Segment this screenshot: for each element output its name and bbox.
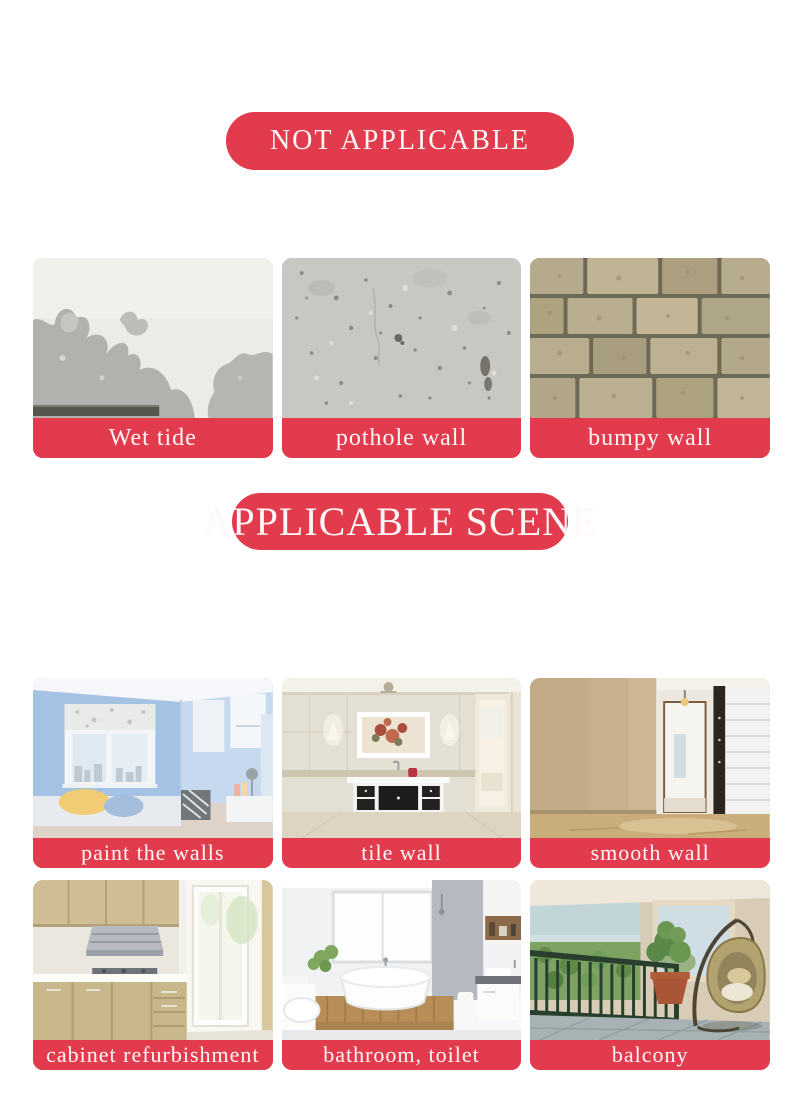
tile-wall-label: tile wall [282, 838, 522, 868]
smooth-wall-label: smooth wall [530, 838, 770, 868]
kitchen-cabinets-illustration [33, 880, 273, 1040]
bathroom-toilet-label: bathroom, toilet [282, 1040, 522, 1070]
card-wet-tide [33, 258, 273, 458]
not-applicable-badge-label: NOT APPLICABLE [269, 125, 531, 156]
cabinet-refurbishment-label: cabinet refurbishment [33, 1040, 273, 1070]
bathroom-illustration [282, 880, 522, 1040]
paint-the-walls-label: paint the walls [33, 838, 273, 868]
bumpy-wall-photo [530, 258, 770, 418]
card-bumpy-wall [530, 258, 770, 458]
balcony-label: balcony [530, 1040, 770, 1070]
painted-bedroom-photo [33, 678, 273, 838]
tiled-room-illustration [282, 678, 522, 838]
bumpy-wall-illustration [530, 258, 770, 418]
pothole-wall-illustration [282, 258, 522, 418]
wet-tide-illustration [33, 258, 273, 418]
applicable-scene-badge [202, 493, 598, 550]
not-applicable-badge [226, 112, 574, 170]
card-paint-the-walls [33, 678, 273, 868]
painted-bedroom-illustration [33, 678, 273, 838]
wet-tide-label: Wet tide [33, 418, 273, 458]
wet-tide-photo [33, 258, 273, 418]
smooth-wall-room-photo [530, 678, 770, 838]
kitchen-cabinets-photo [33, 880, 273, 1040]
smooth-wall-room-illustration [530, 678, 770, 838]
bathroom-photo [282, 880, 522, 1040]
pothole-wall-photo [282, 258, 522, 418]
card-smooth-wall [530, 678, 770, 868]
card-pothole-wall [282, 258, 522, 458]
applicable-scene-grid [33, 678, 770, 1070]
balcony-illustration [530, 880, 770, 1040]
not-applicable-grid [33, 258, 770, 458]
tiled-room-photo [282, 678, 522, 838]
card-tile-wall [282, 678, 522, 868]
card-cabinet-refurbishment [33, 880, 273, 1070]
card-bathroom-toilet [282, 880, 522, 1070]
balcony-photo [530, 880, 770, 1040]
pothole-wall-label: pothole wall [282, 418, 522, 458]
applicable-scene-badge-label: APPLICABLE SCENE [202, 499, 598, 544]
bumpy-wall-label: bumpy wall [530, 418, 770, 458]
card-balcony [530, 880, 770, 1070]
